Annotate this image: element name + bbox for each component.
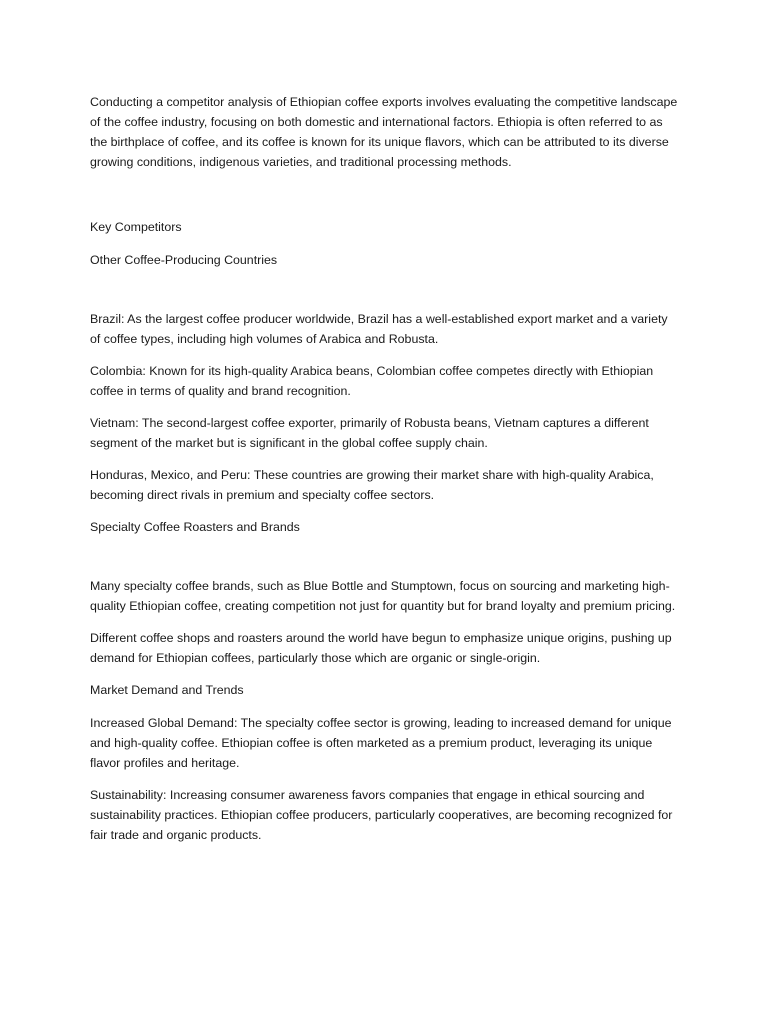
market-demand-heading: Market Demand and Trends (90, 683, 244, 697)
specialty-roasters-heading: Specialty Coffee Roasters and Brands (90, 520, 300, 534)
spacer (90, 283, 680, 309)
spacer (90, 550, 680, 576)
global-demand-paragraph: Increased Global Demand: The specialty coffee sector is growing, leading to increased demand for unique and high-quality coffee. Ethiopian coffee is often marketed as a premium product, leveraging its unique flavor profiles and heritage. (90, 716, 672, 770)
vietnam-paragraph: Vietnam: The second-largest coffee exporter, primarily of Robusta beans, Vietnam captures a different segment of the market but is significant in the global coffee supply chain. (90, 416, 649, 450)
key-competitors-heading: Key Competitors (90, 220, 182, 234)
brazil-paragraph: Brazil: As the largest coffee producer worldwide, Brazil has a well-established export market and a variety of coffee types, including high volumes of Arabica and Robusta. (90, 312, 668, 346)
document-body (90, 92, 680, 857)
honduras-mexico-peru-paragraph: Honduras, Mexico, and Peru: These countries are growing their market share with high-quality Arabica, becoming direct rivals in premium and specialty coffee sectors. (90, 468, 654, 502)
other-countries-heading: Other Coffee-Producing Countries (90, 253, 278, 267)
specialty-brands-paragraph: Many specialty coffee brands, such as Blue Bottle and Stumptown, focus on sourcing and marketing high-quality Ethiopian coffee, creating competition not just for quantity but for brand loyalty and premium pricing. (90, 579, 676, 613)
spacer (90, 184, 680, 217)
intro-paragraph: Conducting a competitor analysis of Ethiopian coffee exports involves evaluating the competitive landscape of the coffee industry, focusing on both domestic and international factors. Ethiopia is often referred to as the birthplace of coffee, and its coffee is known for its unique flavors, which can be attributed to its diverse growing conditions, indigenous varieties, and traditional processing methods. (90, 95, 678, 169)
colombia-paragraph: Colombia: Known for its high-quality Arabica beans, Colombian coffee competes directly with Ethiopian coffee in terms of quality and brand recognition. (90, 364, 654, 398)
sustainability-paragraph: Sustainability: Increasing consumer awareness favors companies that engage in ethical sourcing and sustainability practices. Ethiopian coffee producers, particularly cooperatives, are becoming recognized for fair trade and organic products. (90, 788, 673, 842)
coffee-shops-paragraph: Different coffee shops and roasters around the world have begun to emphasize unique origins, pushing up demand for Ethiopian coffees, particularly those which are organic or single-origin. (90, 631, 672, 665)
